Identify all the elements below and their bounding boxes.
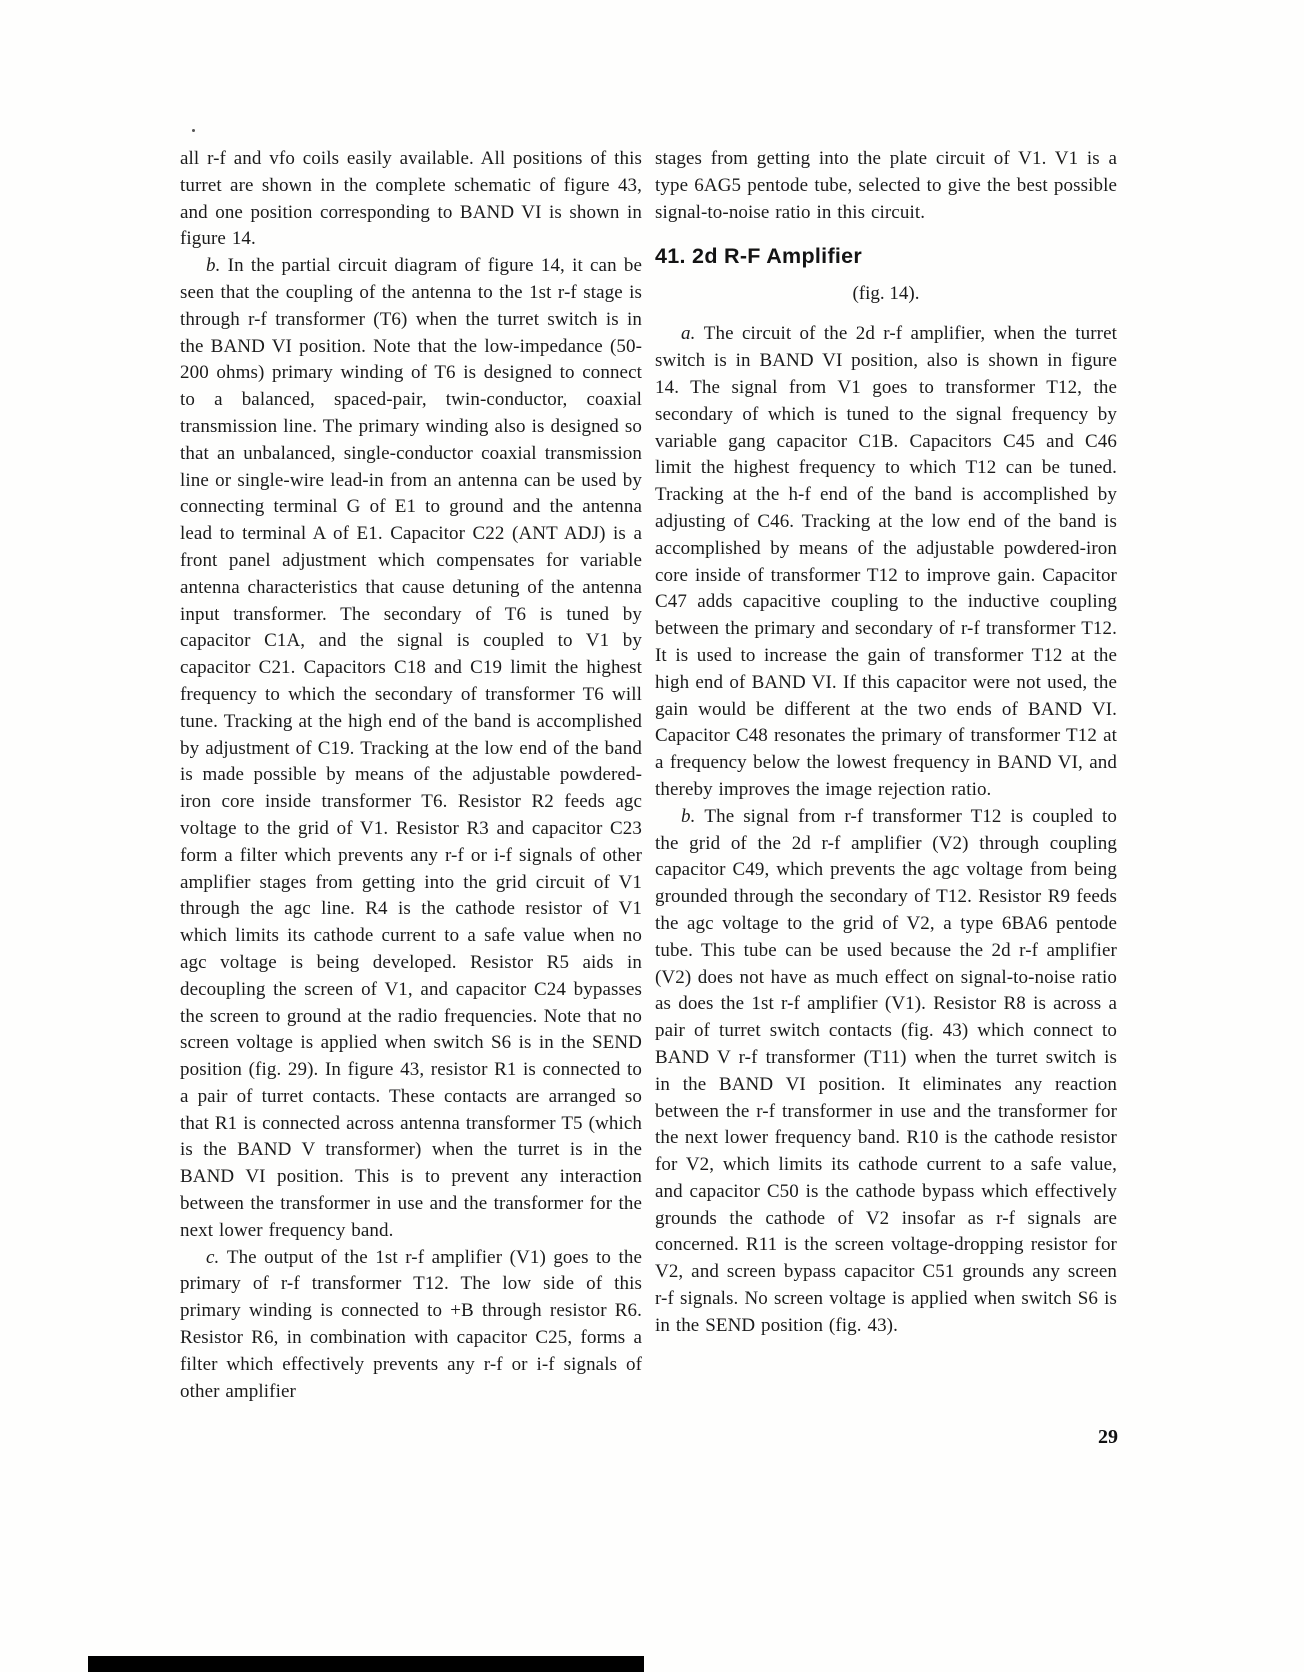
paragraph-label: b. [681,805,705,827]
scan-artifact-dot [192,129,195,132]
section-heading: 41. 2d R-F Amplifier [655,244,863,269]
page-number: 29 [1098,1426,1118,1448]
paragraph: c. The output of the 1st r-f amplifier (V1) goes to the primary of r-f transformer T12. The low side of this primary winding is connected to +B through resistor R6. Resistor R6, in combination with capacitor C25, forms a filter which effectively prevents any r-f or i-f signals of other amplifier [180,1246,642,1402]
paragraph: all r-f and vfo coils easily available. All positions of this turret are shown in the complete schematic of figure 43, and one position corresponding to BAND VI is shown in figure 14. [180,148,642,250]
paragraph: b. The signal from r-f transformer T12 is coupled to the grid of the 2d r-f amplifier (V2) through coupling capacitor C49, which prevents the agc voltage from being grounded through the secondary of T12. Resistor R9 feeds the agc voltage to the grid of V2, a type 6BA6 pentode tube. This tube can be used because the 2d r-f amplifier (V2) does not have as much effect on signal-to-noise ratio as does the 1st r-f amplifier (V1). Resistor R8 is across a pair of turret switch contacts (fig. 43) which connect to BAND V r-f transformer (T11) when the turret switch is in the BAND VI position. It eliminates any reaction between the r-f transformer in use and the transformer for the next lower frequency band. R10 is the cathode resistor for V2, which limits its cathode current to a safe value, and capacitor C50 is the cathode bypass which effectively grounds the cathode of V2 insofar as r-f signals are concerned. R11 is the screen voltage-dropping resistor for V2, and screen bypass capacitor C51 grounds any screen r-f signals. No screen voltage is applied when switch S6 is in the SEND position (fig. 43). [655,805,1117,1336]
paragraph-label: b. [206,255,228,277]
two-column-text-area [180,146,1120,1405]
paragraph: a. The circuit of the 2d r-f amplifier, when the turret switch is in BAND VI position, also is shown in figure 14. The signal from V1 goes to transformer T12, the secondary of which is tuned to the signal frequency by variable gang capacitor C1B. Capacitors C45 and C46 limit the highest frequency to which T12 can be tuned. Tracking at the h-f end of the band is accomplished by adjusting of C46. Tracking at the low end of the band is accomplished by means of the adjustable powdered-iron core inside of transformer T12 to improve gain. Capacitor C47 adds capacitive coupling to the inductive coupling between the primary and secondary of r-f transformer T12. It is used to increase the gain of transformer T12 at the high end of BAND VI. If this capacitor were not used, the gain would be different at the two ends of BAND VI. Capacitor C48 resonates the primary of transformer T12 at a frequency below the lowest frequency in BAND VI, and thereby improves the image rejection ratio. [655,323,1117,800]
left-column [180,146,642,1405]
paragraph: b. In the partial circuit diagram of figure 14, it can be seen that the coupling of the antenna to the 1st r-f stage is through r-f transformer (T6) when the turret switch is in the BAND VI position. Note that the low-impedance (50-200 ohms) primary winding of T6 is designed to connect to a balanced, spaced-pair, twin-conductor, coaxial transmission line. The primary winding also is designed so that an unbalanced, single-conductor coaxial transmission line or single-wire lead-in from an antenna can be used by connecting terminal G of E1 to ground and the antenna lead to terminal A of E1. Capacitor C22 (ANT ADJ) is a front panel adjustment which compensates for variable antenna characteristics that cause detuning of the antenna input transformer. The secondary of T6 is tuned by capacitor C1A, and the signal is coupled to V1 by capacitor C21. Capacitors C18 and C19 limit the highest frequency to which the secondary of transformer T6 will tune. Tracking at the high end of the band is accomplished by adjustment of C19. Tracking at the low end of the band is made possible by means of the adjustable powdered-iron core inside transformer T6. Resistor R2 feeds agc voltage to the grid of V1. Resistor R3 and capacitor C23 form a filter which prevents any r-f or i-f signals of other amplifier stages from getting into the grid circuit of V1 through the agc line. R4 is the cathode resistor of V1 which limits its cathode current to a safe value when no agc voltage is being developed. Resistor R5 aids in decoupling the screen of V1, and capacitor C24 bypasses the screen to ground at the radio frequencies. Note that no screen voltage is applied when switch S6 is in the SEND position (fig. 29). In figure 43, resistor R1 is connected to a pair of turret contacts. These contacts are arranged so that R1 is connected across antenna transformer T5 (which is the BAND V transformer) when the turret is in the BAND VI position. This is to prevent any interaction between the transformer in use and the transformer for the next lower frequency band. [180,255,642,1241]
scan-artifact-bar [88,1656,644,1672]
right-column-continuation [655,146,1117,226]
paragraph-label: a. [681,323,704,345]
right-column [655,146,1117,1405]
paragraph: stages from getting into the plate circuit of V1. V1 is a type 6AG5 pentode tube, selected to give the best possible signal-to-noise ratio in this circuit. [655,148,1117,223]
right-column-body [655,321,1117,1339]
paragraph-label: c. [206,1246,227,1268]
figure-reference: (fig. 14). [852,283,920,305]
